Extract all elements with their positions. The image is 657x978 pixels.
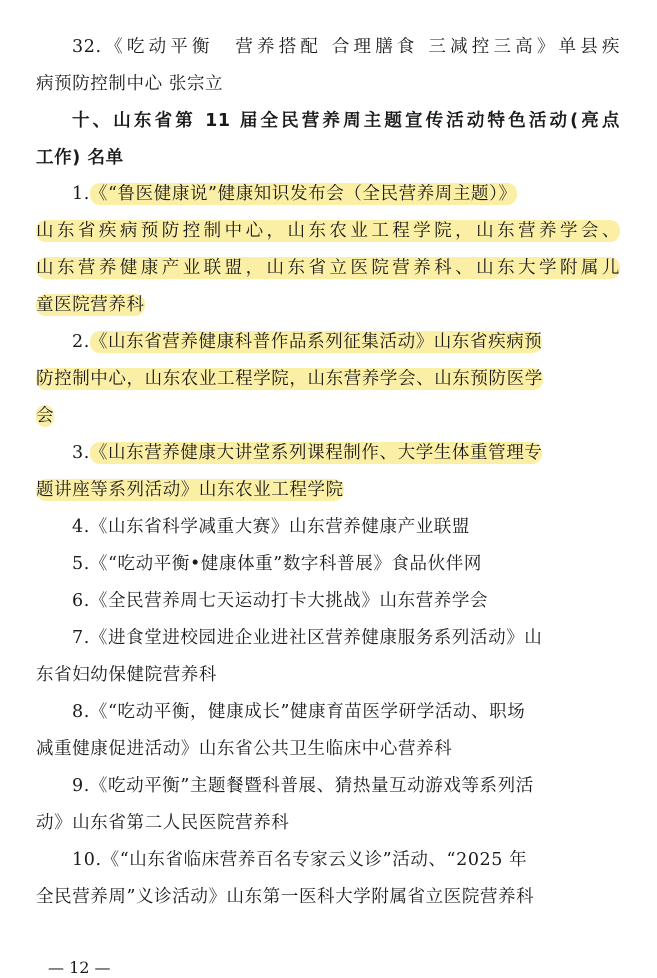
list-item-1-line-2 [36, 219, 620, 243]
list-item-6-line-1 [72, 589, 620, 613]
list-item-3-title: 《山东营养健康大讲堂系列课程制作、大学生体重管理专 [89, 443, 543, 463]
list-item-9-text-1: 《吃动平衡”主题餐暨科普展、猜热量互动游戏等系列活 [89, 776, 534, 796]
list-item-3-line-1 [72, 441, 620, 465]
list-item-2-text-2: 防控制中心，山东农业工程学院，山东营养学会、山东预防医学 [36, 369, 543, 389]
item-32-line-2: 病预防控制中心 张宗立 [36, 74, 224, 94]
list-item-1-line-1 [72, 182, 620, 206]
list-item-1-number: 1. [72, 184, 90, 204]
list-item-7-number: 7. [72, 628, 90, 648]
list-item-7-line-2: 东省妇幼保健院营养科 [36, 665, 217, 685]
list-item-5-number: 5. [72, 554, 90, 574]
list-item-4-number: 4. [72, 517, 90, 537]
list-item-1-title: 《“鲁医健康说”健康知识发布会（全民营养周主题）》 [89, 184, 517, 204]
list-item-2-title: 《山东省营养健康科普作品系列征集活动》山东省疾病预 [89, 332, 543, 352]
list-item-8-text-1: 《“吃动平衡，健康成长”健康育苗医学研学活动、职场 [89, 702, 526, 722]
list-item-6-text: 《全民营养周七天运动打卡大挑战》山东营养学会 [89, 591, 489, 611]
list-item-6-number: 6. [72, 591, 90, 611]
list-item-1-line-4 [36, 293, 620, 317]
item-32-line-1: 32.《吃动平衡 营养搭配 合理膳食 三减控三高》单县疾 [72, 37, 620, 57]
list-item-1-text-2: 山东省疾病预防控制中心，山东农业工程学院，山东营养学会、 [36, 221, 620, 241]
list-item-8-number: 8. [72, 702, 90, 722]
list-item-2-text-3: 会 [36, 406, 55, 426]
list-item-10-line-1 [72, 848, 620, 872]
page-number: — 12 — [48, 958, 111, 977]
section-heading-line-2: 工作) 名单 [36, 148, 124, 168]
list-item-1-line-3 [36, 256, 620, 280]
list-item-3-number: 3. [72, 443, 90, 463]
list-item-2-line-3 [36, 404, 620, 428]
list-item-4-line-1 [72, 515, 620, 539]
list-item-9-line-2: 动》山东省第二人民医院营养科 [36, 813, 290, 833]
list-item-1-text-4: 童医院营养科 [36, 295, 145, 315]
list-item-2-number: 2. [72, 332, 90, 352]
list-item-10-number: 10. [72, 850, 102, 870]
section-heading-line-1: 十、山东省第 11 届全民营养周主题宣传活动特色活动(亮点 [72, 111, 620, 131]
list-item-7-text-1: 《进食堂进校园进企业进社区营养健康服务系列活动》山 [89, 628, 543, 648]
list-item-5-line-1 [72, 552, 620, 576]
list-item-3-line-2 [36, 478, 620, 502]
list-item-4-text: 《山东省科学减重大赛》山东营养健康产业联盟 [89, 517, 471, 537]
list-item-7-line-1 [72, 626, 620, 650]
list-item-8-line-2: 减重健康促进活动》山东省公共卫生临床中心营养科 [36, 739, 453, 759]
list-item-10-line-2: 全民营养周”义诊活动》山东第一医科大学附属省立医院营养科 [36, 887, 535, 907]
list-item-8-line-1 [72, 700, 620, 724]
list-item-2-line-1 [72, 330, 620, 354]
list-item-3-text-2: 题讲座等系列活动》山东农业工程学院 [36, 480, 344, 500]
list-item-9-line-1 [72, 774, 620, 798]
list-item-1-text-3: 山东营养健康产业联盟，山东省立医院营养科、山东大学附属儿 [36, 258, 620, 278]
list-item-2-line-2 [36, 367, 620, 391]
list-item-5-text: 《“吃动平衡•健康体重”数字科普展》食品伙伴网 [89, 554, 482, 574]
list-item-10-text-1: 《“山东省临床营养百名专家云义诊”活动、“2025 年 [101, 850, 528, 870]
list-item-9-number: 9. [72, 776, 90, 796]
